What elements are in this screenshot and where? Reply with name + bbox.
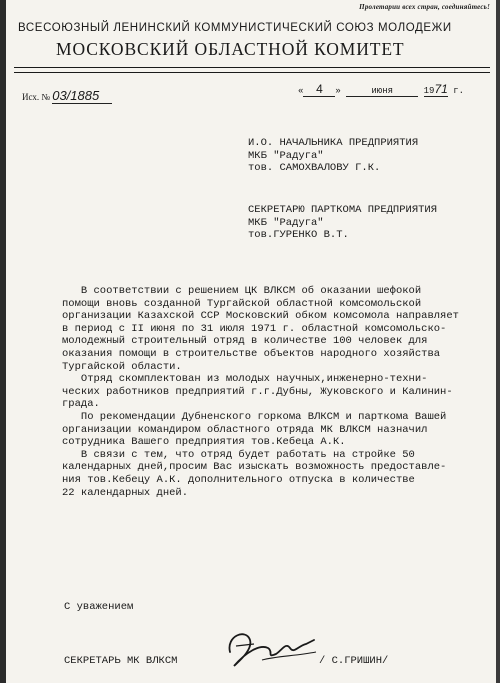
date-year-abbr: г.	[453, 86, 465, 96]
addressee-line: МКБ "Радуга"	[248, 216, 324, 229]
addressee-line: МКБ "Радуга"	[248, 149, 324, 162]
date-year-prefix: 19	[423, 86, 435, 96]
body-line: По рекомендации Дубненского горкома ВЛКСМ и парткома Вашей	[62, 410, 447, 423]
body-line: Отряд скомплектован из молодых научных,инженерно-техни-	[62, 373, 428, 386]
letter-body	[62, 285, 492, 499]
body-line: Тургайской области.	[62, 360, 182, 373]
body-line: календарных дней,просим Вас изыскать возможность предоставле-	[62, 461, 447, 474]
addressee-line: И.О. НАЧАЛЬНИКА ПРЕДПРИЯТИЯ	[248, 137, 419, 149]
date-month: июня	[346, 86, 418, 97]
signatory-name: / С.ГРИШИН/	[319, 655, 389, 667]
header-divider-thin	[14, 72, 490, 73]
committee-name: МОСКОВСКИЙ ОБЛАСТНОЙ КОМИТЕТ	[56, 39, 405, 59]
body-line: помощи вновь созданной Тургайской областной комсомольской	[62, 297, 422, 310]
scan-left-edge	[0, 0, 6, 683]
addressee-block-1	[248, 137, 418, 175]
body-line: 22 календарных дней.	[62, 486, 189, 499]
closing: С уважением	[64, 601, 134, 613]
body-line: града.	[62, 398, 100, 411]
body-line: В соответствии с решением ЦК ВЛКСМ об оказании шефокой	[62, 285, 422, 297]
body-line: организации Казахской ССР Московский обком комсомола направляет	[62, 310, 459, 323]
addressee-line: СЕКРЕТАРЮ ПАРТКОМА ПРЕДПРИЯТИЯ	[248, 204, 438, 216]
body-line: оказания помощи в строительстве объектов народного хозяйства	[62, 347, 441, 360]
signature-row	[64, 655, 389, 668]
addressee-line: тов.ГУРЕНКО В.Т.	[248, 229, 349, 242]
outgoing-reference	[22, 88, 112, 104]
addressee-block-2	[248, 204, 437, 242]
date-year	[424, 82, 448, 97]
body-line: сотрудника Вашего предприятия тов.Кебеца А.К.	[62, 436, 346, 449]
date-year-suffix: 71	[434, 82, 448, 96]
body-line: в период с II июня по 31 июля 1971 г. областной комсомольско-	[62, 322, 447, 335]
reference-label: Исх. №	[22, 92, 50, 102]
body-line: ния тов.Кебецу А.К. дополнительного отпуска в количестве	[62, 473, 415, 486]
signatory-role: СЕКРЕТАРЬ МК ВЛКСМ	[64, 655, 178, 667]
body-line: ческих работников предприятий г.г.Дубны, Жуковского и Калинин-	[62, 385, 453, 398]
scan-right-edge	[496, 0, 500, 683]
body-line: В связи с тем, что отряд будет работать на стройке 50	[62, 448, 415, 461]
addressee-line: тов. САМОХВАЛОВУ Г.К.	[248, 162, 381, 175]
body-line: организации командиром областного отряда МК ВЛКСМ назначил	[62, 423, 428, 436]
body-line: молодежный строительный отряд в количестве 100 человек для	[62, 335, 428, 348]
header-divider	[14, 67, 490, 68]
organization-name: ВСЕСОЮЗНЫЙ ЛЕНИНСКИЙ КОММУНИСТИЧЕСКИЙ СОЮЗ МОЛОДЕЖИ	[18, 22, 452, 34]
slogan: Пролетарии всех стран, соединяйтесь!	[359, 3, 490, 11]
date-day: 4	[303, 82, 335, 97]
handwritten-signature	[216, 622, 326, 674]
reference-number: 03/1885	[52, 88, 112, 104]
letter-date: « 4 » июня 1971 г.	[298, 82, 465, 96]
